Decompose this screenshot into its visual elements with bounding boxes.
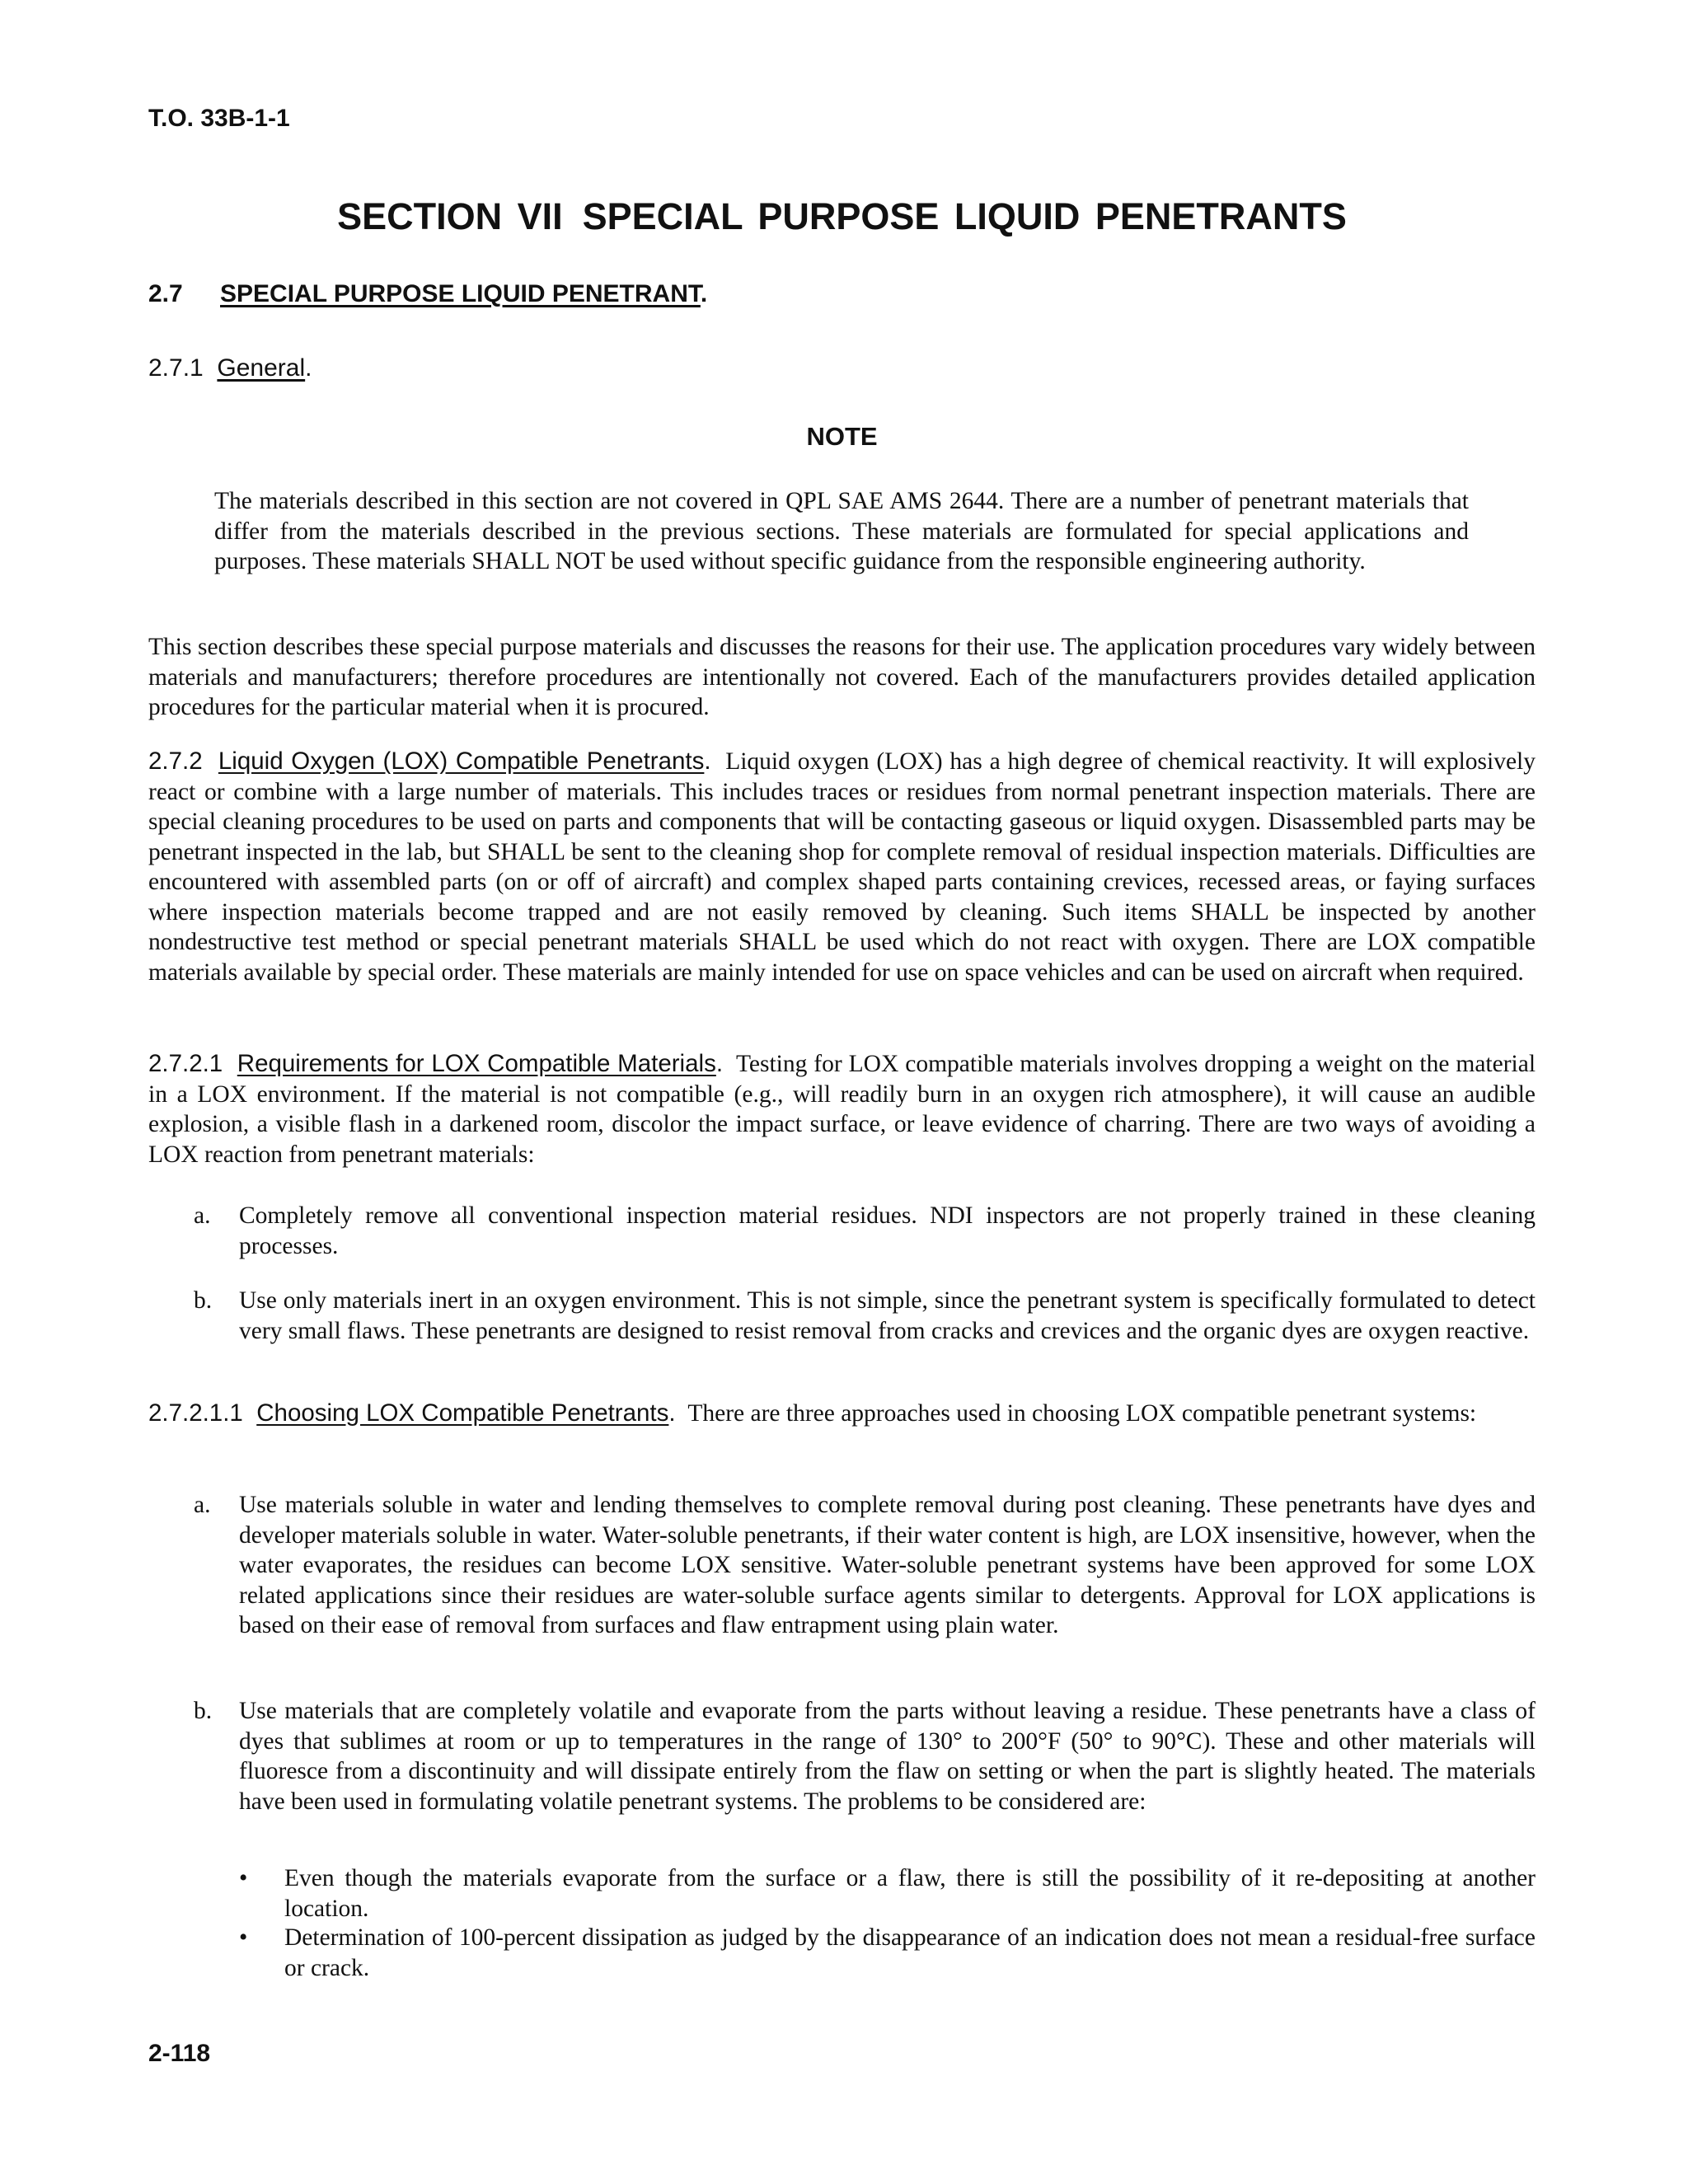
paragraph-2-7-2-1-number: 2.7.2.1 <box>148 1050 223 1077</box>
bullet-icon: • <box>239 1865 248 1891</box>
paragraph-2-7-2-1-1-heading <box>148 1399 676 1427</box>
heading-2-7-1 <box>148 354 312 382</box>
paragraph-2-7-2-body: Liquid oxygen (LOX) has a high degree of chemical reactivity. It will explosively react or combine with a large number of materials. This includes traces or residues from normal penetrant inspection materials. There are special cleaning procedures to be used on parts and components that will be contacting gaseous or liquid oxygen. Disassembled parts may be penetrant inspected in the lab, but SHALL be sent to the cleaning shop for complete removal of residual inspection materials. Difficulties are encountered with assembled parts (on or off of aircraft) and complex shaped parts containing crevices, recessed areas, or faying surfaces where inspection materials become trapped and are not easily removed by cleaning. Such items SHALL be inspected by another nondestructive test method or special penetrant materials SHALL be used which do not react with oxygen. There are LOX compatible materials available by special order. These materials are mainly intended for use on space vehicles and can be used on aircraft when required. <box>148 748 1536 986</box>
section-label: SECTION VII <box>337 195 563 237</box>
list-marker: a. <box>194 1202 211 1229</box>
paragraph-2-7-2-1-1-period: . <box>668 1399 676 1427</box>
list-marker: b. <box>194 1287 213 1314</box>
heading-2-7-1-number: 2.7.1 <box>148 354 204 382</box>
list-item <box>194 1201 1536 1261</box>
list-item-text: Completely remove all conventional inspection material residues. NDI inspectors are not properly trained in these cleaning processes. <box>239 1202 1536 1259</box>
list-item-text: Use materials that are completely volatile and evaporate from the parts without leaving a residue. These penetrants have a class of dyes that sublimes at room or up to temperatures in the range of 130° to 200°F (50° to 90°C). These and other materials will fluoresce from a discontinuity and will dissipate entirely from the flaw on setting or when the part is slightly heated. The materials have been used in formulating volatile penetrant systems. The problems to be considered are: <box>239 1698 1536 1815</box>
paragraph-2-7-2-1-1 <box>148 1399 1536 1429</box>
bullet-item <box>239 1863 1536 1924</box>
note-heading: NOTE <box>806 422 878 451</box>
paragraph-2-7-2 <box>148 747 1536 987</box>
paragraph-2-7-2-1-heading <box>148 1050 723 1077</box>
document-id: T.O. 33B-1-1 <box>148 105 290 132</box>
paragraph-2-7-2-1-1-body: There are three approaches used in choosing LOX compatible penetrant systems: <box>687 1400 1477 1427</box>
paragraph-2-7-2-title: Liquid Oxygen (LOX) Compatible Penetrants <box>218 748 705 775</box>
page-number: 2-118 <box>148 2040 211 2067</box>
paragraph-2-7-2-1-1-title: Choosing LOX Compatible Penetrants <box>256 1399 669 1427</box>
paragraph-2-7-2-1 <box>148 1049 1536 1169</box>
section-title <box>148 195 1536 238</box>
list-item <box>194 1286 1536 1346</box>
heading-2-7-number: 2.7 <box>148 280 183 307</box>
bullet-item <box>239 1923 1536 1983</box>
list-item-text: Use only materials inert in an oxygen environment. This is not simple, since the penetrant system is specifically formulated to detect very small flaws. These penetrants are designed to resist removal from cracks and crevices and the organic dyes are oxygen reactive. <box>239 1287 1536 1344</box>
section-heading: SPECIAL PURPOSE LIQUID PENETRANTS <box>582 195 1347 237</box>
paragraph-2-7-2-1-1-number: 2.7.2.1.1 <box>148 1399 243 1427</box>
list-item <box>194 1490 1536 1641</box>
list-marker: b. <box>194 1698 213 1724</box>
note-body: The materials described in this section are not covered in QPL SAE AMS 2644. There are a number of penetrant materials that differ from the materials described in the previous sections. These materials are formulated for special applications and purposes. These materials SHALL NOT be used without specific guidance from the responsible engineering authority. <box>214 488 1469 574</box>
bullet-item-text: Determination of 100-percent dissipation as judged by the disappearance of an indication does not mean a residual-free surface or crack. <box>284 1924 1536 1981</box>
paragraph-2-7-2-period: . <box>704 748 711 775</box>
heading-2-7-period: . <box>700 280 708 307</box>
list-item <box>194 1696 1536 1816</box>
paragraph-2-7-2-1-title: Requirements for LOX Compatible Materials <box>237 1050 716 1077</box>
bullet-icon: • <box>239 1924 248 1951</box>
paragraph-2-7-2-number: 2.7.2 <box>148 748 203 775</box>
heading-2-7-1-period: . <box>305 354 312 382</box>
heading-2-7 <box>148 280 707 308</box>
list-item-text: Use materials soluble in water and lending themselves to complete removal during post cleaning. These penetrants have dyes and developer materials soluble in water. Water-soluble penetrants, if their water content is high, are LOX insensitive, however, when the water evaporates, the residues can become LOX sensitive. Water-soluble penetrant systems have been approved for some LOX related applications since their residues are water-soluble surface agents similar to detergents. Approval for LOX applications is based on their ease of removal from surfaces and flaw entrapment using plain water. <box>239 1492 1536 1638</box>
heading-2-7-title: SPECIAL PURPOSE LIQUID PENETRANT <box>220 280 701 307</box>
paragraph-2-7-2-heading <box>148 748 711 775</box>
intro-paragraph: This section describes these special purpose materials and discusses the reasons for their use. The application procedures vary widely between materials and manufacturers; therefore procedures are intentionally not covered. Each of the manufacturers provides detailed application procedures for the particular material when it is procured. <box>148 634 1536 720</box>
paragraph-2-7-2-1-period: . <box>715 1050 724 1077</box>
list-marker: a. <box>194 1492 211 1518</box>
heading-2-7-1-title: General <box>217 354 306 382</box>
bullet-item-text: Even though the materials evaporate from the surface or a flaw, there is still the possibility of it re-depositing at another location. <box>284 1865 1536 1922</box>
paragraph-2-7-2-1-body: Testing for LOX compatible materials involves dropping a weight on the material in a LOX environment. If the material is not compatible (e.g., will readily burn in an oxygen rich atmosphere), it will cause an audible explosion, a visible flash in a darkened room, discolor the impact surface, or leave evidence of charring. There are two ways of avoiding a LOX reaction from penetrant materials: <box>148 1051 1536 1168</box>
